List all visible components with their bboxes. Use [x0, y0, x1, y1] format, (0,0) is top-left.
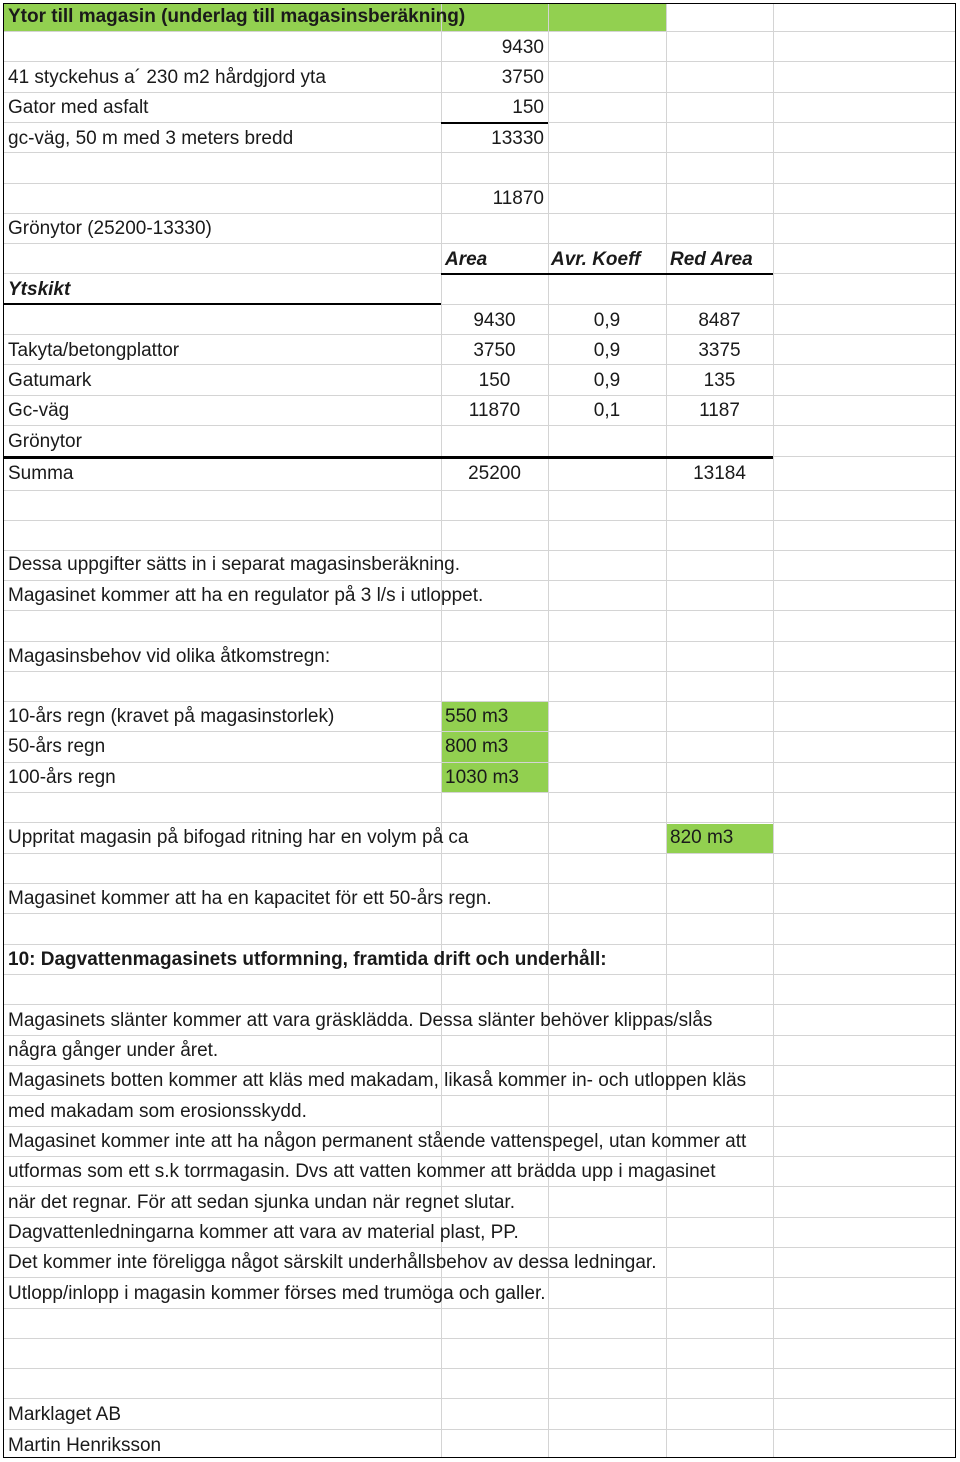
- area-row-value: 13330: [491, 128, 544, 149]
- section10-line: några gånger under året.: [8, 1040, 219, 1061]
- capacity-note: Magasinet kommer att ha en kapacitet för ett 50-års regn.: [8, 888, 492, 909]
- note-line: Magasinet kommer att ha en regulator på 3 l/s i utloppet.: [8, 585, 484, 606]
- gron-value: 11870: [492, 188, 544, 209]
- header-koeff: Avr. Koeff: [551, 249, 641, 270]
- table-row-red: 8487: [698, 310, 741, 331]
- section10-line: utformas som ett s.k torrmagasin. Dvs att vatten kommer att brädda upp i magasinet: [8, 1161, 716, 1182]
- area-row-label: gc-väg, 50 m med 3 meters bredd: [8, 128, 294, 149]
- table-row-red: 1187: [699, 400, 740, 421]
- section10-line: Magasinets botten kommer att kläs med makadam, likaså kommer in- och utloppen kläs: [8, 1070, 747, 1091]
- section10-line: Magasinet kommer inte att ha någon permanent stående vattenspegel, utan kommer att: [8, 1131, 747, 1152]
- table-row-label: Grönytor: [8, 431, 82, 452]
- storage-row-value: 550 m3: [445, 706, 509, 727]
- table-row-label: Gatumark: [8, 370, 92, 391]
- table-row-red: 3375: [698, 340, 741, 361]
- storage-row-label: 50-års regn: [8, 736, 106, 757]
- area-row-value: 150: [512, 97, 544, 118]
- drawn-storage-label: Uppritat magasin på bifogad ritning har en volym på ca: [8, 827, 469, 848]
- table-row-red: 135: [703, 370, 736, 391]
- area-row-value: 3750: [501, 67, 544, 88]
- area-top-value: 9430: [501, 37, 544, 58]
- note-line: Dessa uppgifter sätts in i separat magasinsberäkning.: [8, 554, 461, 575]
- table-row-koeff: 0,9: [593, 310, 621, 331]
- storage-row-value: 800 m3: [445, 736, 509, 757]
- table-row-koeff: 0,9: [593, 340, 621, 361]
- section10-line: Utlopp/inlopp i magasin kommer förses med trumöga och galler.: [8, 1283, 546, 1304]
- table-row-area: 150: [478, 370, 511, 391]
- header-area: Area: [445, 249, 488, 270]
- table-row-area: 9430: [473, 310, 516, 331]
- table-row-koeff: 0,1: [593, 400, 621, 421]
- signature-name: Martin Henriksson: [8, 1435, 162, 1456]
- table-row-label: Gc-väg: [8, 400, 70, 421]
- section10-line: när det regnar. För att sedan sjunka undan när regnet slutar.: [8, 1192, 515, 1213]
- section10-line: Det kommer inte föreligga något särskilt underhållsbehov av dessa ledningar.: [8, 1252, 657, 1273]
- sum-red-area: 13184: [693, 463, 746, 484]
- storage-row-label: 100-års regn: [8, 767, 116, 788]
- table-row-koeff: 0,9: [593, 370, 621, 391]
- storage-heading: Magasinsbehov vid olika åtkomstregn:: [8, 646, 331, 667]
- storage-row-value: 1030 m3: [445, 767, 519, 788]
- page-title: Ytor till magasin (underlag till magasinsberäkning): [8, 6, 466, 27]
- section10-line: Magasinets slänter kommer att vara gräsklädda. Dessa slänter behöver klippas/slås: [8, 1010, 713, 1031]
- table-row-label: Takyta/betongplattor: [8, 340, 180, 361]
- section10-heading: 10: Dagvattenmagasinets utformning, framtida drift och underhåll:: [8, 949, 607, 970]
- section-label-ytskikt: Ytskikt: [8, 279, 71, 300]
- signature-company: Marklaget AB: [8, 1404, 121, 1425]
- section10-line: med makadam som erosionsskydd.: [8, 1101, 307, 1122]
- sum-label: Summa: [8, 463, 74, 484]
- table-row-area: 11870: [468, 400, 521, 421]
- storage-row-label: 10-års regn (kravet på magasinstorlek): [8, 706, 335, 727]
- drawn-storage-value: 820 m3: [670, 827, 734, 848]
- area-row-label: Gator med asfalt: [8, 97, 149, 118]
- section10-line: Dagvattenledningarna kommer att vara av material plast, PP.: [8, 1222, 519, 1243]
- sum-area: 25200: [468, 463, 521, 484]
- area-row-label: 41 styckehus a´ 230 m2 hårdgjord yta: [8, 67, 326, 88]
- gron-label: Grönytor (25200-13330): [8, 218, 212, 239]
- table-row-area: 3750: [473, 340, 516, 361]
- header-red-area: Red Area: [670, 249, 753, 270]
